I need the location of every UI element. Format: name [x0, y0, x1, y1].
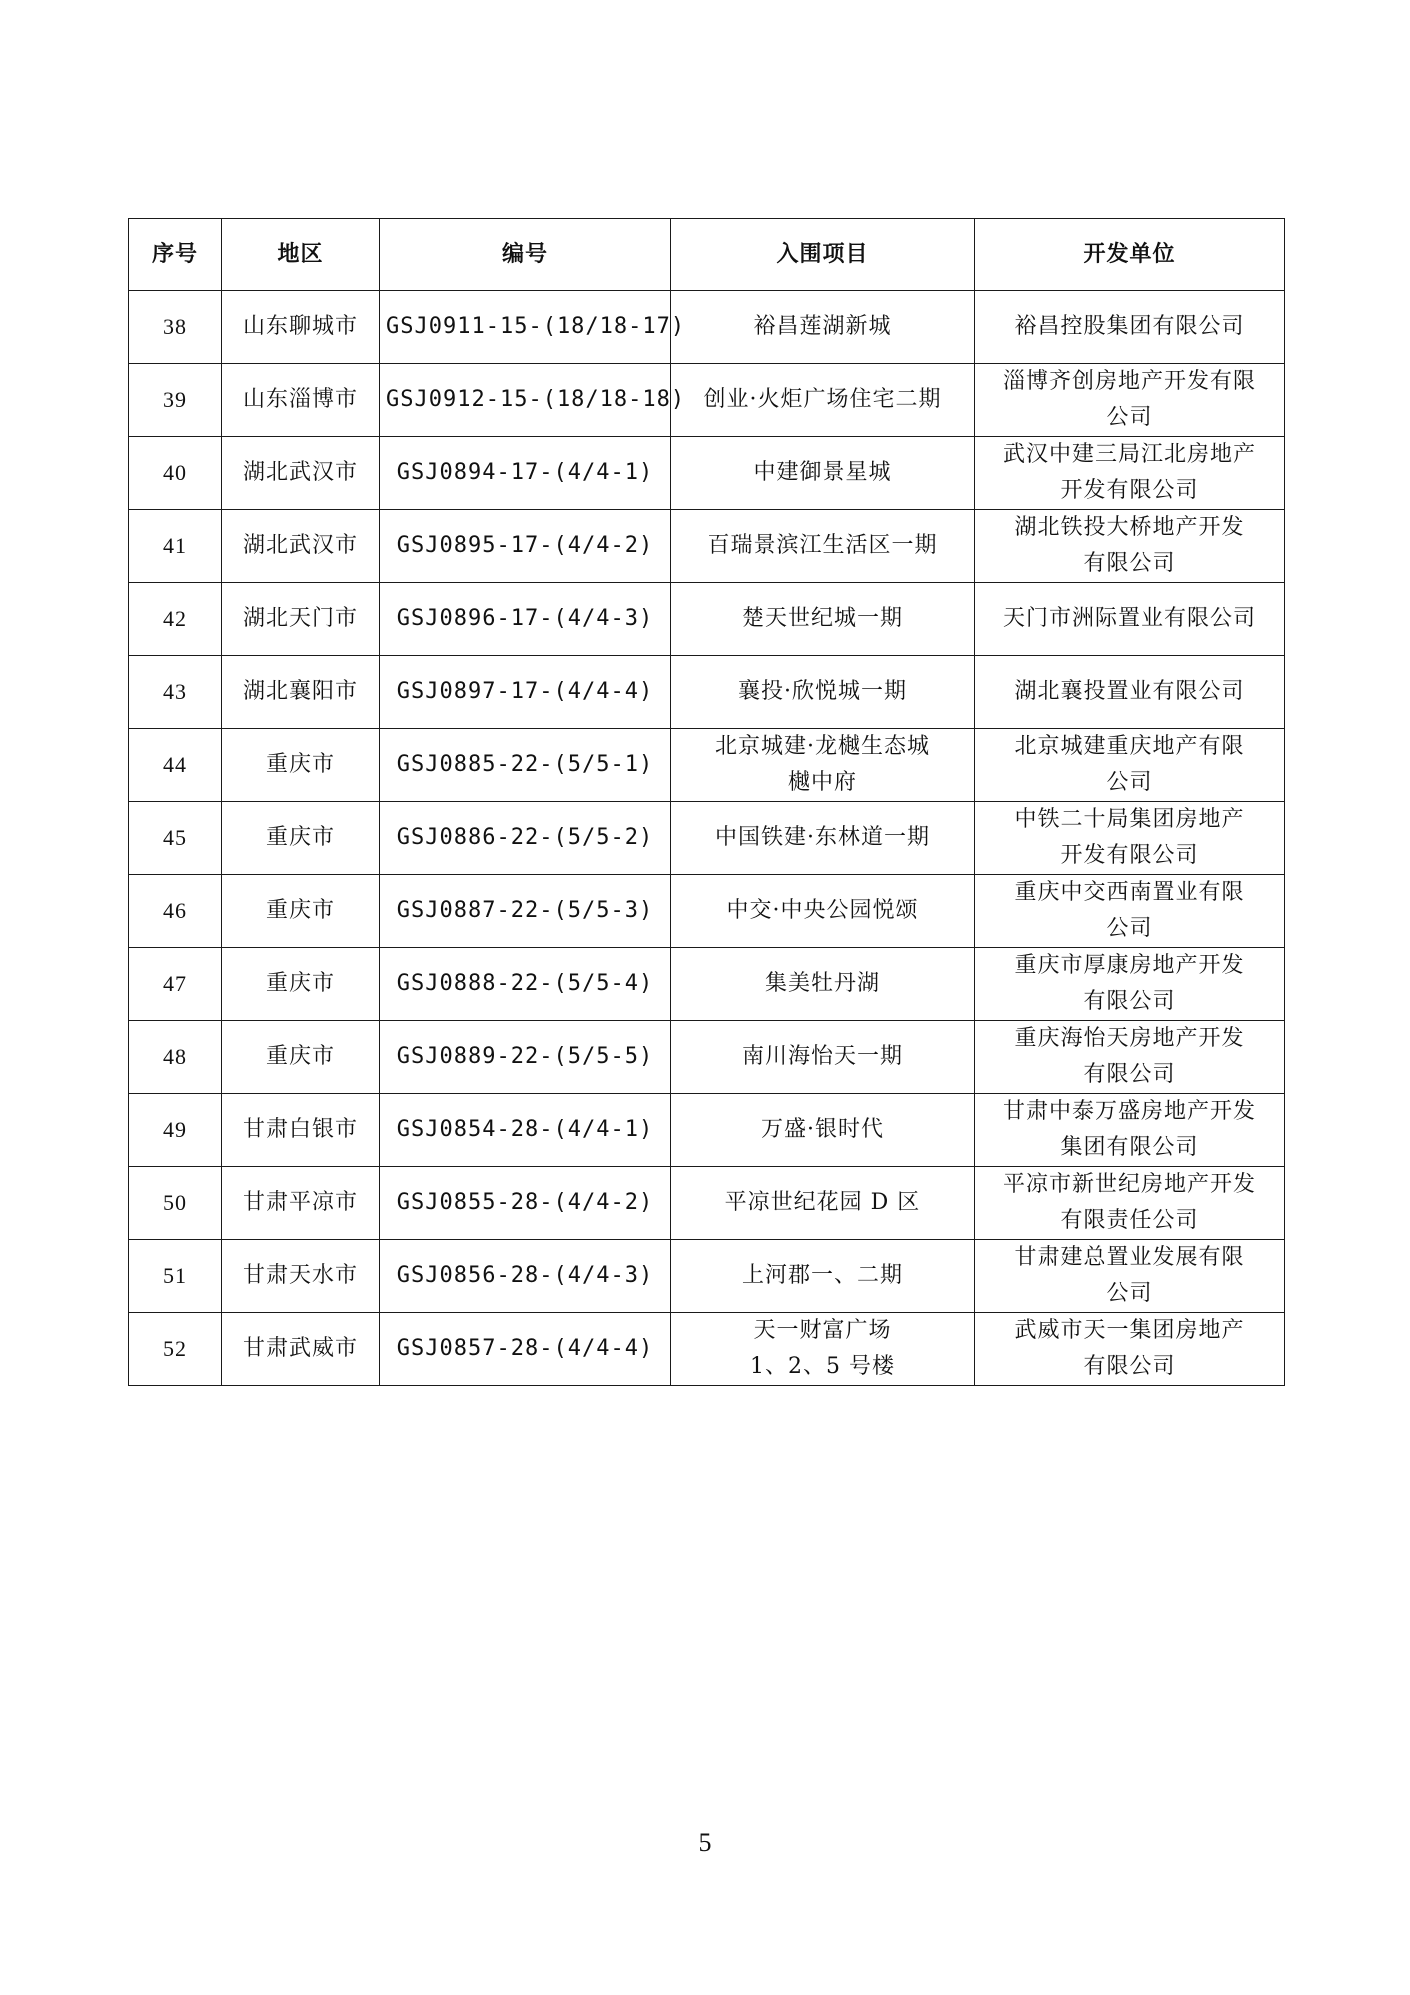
cell-project — [671, 1167, 975, 1240]
cell-region: 湖北武汉市 — [222, 510, 380, 583]
cell-serial: 38 — [129, 291, 222, 364]
cell-developer-line: 开发有限公司 — [1060, 478, 1199, 503]
cell-developer — [975, 1094, 1285, 1167]
cell-region: 甘肃天水市 — [222, 1240, 380, 1313]
cell-project-line: 中建御景星城 — [753, 460, 892, 485]
cell-region: 甘肃白银市 — [222, 1094, 380, 1167]
cell-project-line: 上河郡一、二期 — [741, 1263, 903, 1288]
cell-developer-line: 有限公司 — [1083, 1354, 1176, 1379]
cell-developer — [975, 802, 1285, 875]
table-row — [129, 364, 1285, 437]
cell-project-line: 百瑞景滨江生活区一期 — [707, 533, 938, 558]
cell-code: GSJ0888-22-(5/5-4) — [380, 948, 671, 1021]
shortlist-table — [128, 218, 1285, 1386]
cell-project-line: 樾中府 — [787, 770, 857, 795]
table-row — [129, 1094, 1285, 1167]
table-header — [129, 219, 1285, 291]
cell-developer-line: 有限公司 — [1083, 1062, 1176, 1087]
cell-serial: 43 — [129, 656, 222, 729]
cell-code: GSJ0896-17-(4/4-3) — [380, 583, 671, 656]
cell-developer — [975, 291, 1285, 364]
cell-serial: 44 — [129, 729, 222, 802]
header-region: 地区 — [222, 219, 380, 291]
cell-developer-line: 有限公司 — [1083, 551, 1176, 576]
cell-serial: 51 — [129, 1240, 222, 1313]
cell-developer — [975, 1167, 1285, 1240]
cell-developer — [975, 875, 1285, 948]
cell-developer — [975, 1313, 1285, 1386]
cell-project — [671, 656, 975, 729]
cell-code: GSJ0894-17-(4/4-1) — [380, 437, 671, 510]
cell-project — [671, 802, 975, 875]
cell-project-line: 北京城建·龙樾生态城 — [715, 734, 930, 759]
cell-developer-line: 甘肃建总置业发展有限 — [1014, 1245, 1245, 1270]
cell-code: GSJ0857-28-(4/4-4) — [380, 1313, 671, 1386]
cell-project-line: 裕昌莲湖新城 — [753, 314, 892, 339]
cell-developer-line: 淄博齐创房地产开发有限 — [1002, 369, 1256, 394]
cell-project-line: 中交·中央公园悦颂 — [726, 898, 919, 923]
cell-project — [671, 1021, 975, 1094]
cell-code: GSJ0885-22-(5/5-1) — [380, 729, 671, 802]
cell-project-line: 楚天世纪城一期 — [741, 606, 903, 631]
cell-serial: 45 — [129, 802, 222, 875]
cell-region: 湖北武汉市 — [222, 437, 380, 510]
cell-developer-line: 有限公司 — [1083, 989, 1176, 1014]
cell-serial: 50 — [129, 1167, 222, 1240]
cell-project — [671, 875, 975, 948]
table-row — [129, 1167, 1285, 1240]
cell-code: GSJ0856-28-(4/4-3) — [380, 1240, 671, 1313]
cell-region: 重庆市 — [222, 802, 380, 875]
cell-code: GSJ0912-15-(18/18-18) — [380, 364, 671, 437]
cell-developer-line: 集团有限公司 — [1060, 1135, 1199, 1160]
cell-region: 重庆市 — [222, 948, 380, 1021]
table-row — [129, 291, 1285, 364]
header-code: 编号 — [380, 219, 671, 291]
cell-serial: 48 — [129, 1021, 222, 1094]
cell-developer-line: 公司 — [1106, 916, 1153, 941]
cell-project-line: 1、2、5 号楼 — [750, 1354, 895, 1379]
cell-project — [671, 1094, 975, 1167]
cell-serial: 40 — [129, 437, 222, 510]
cell-developer-line: 武威市天一集团房地产 — [1014, 1318, 1245, 1343]
cell-developer — [975, 364, 1285, 437]
cell-project — [671, 948, 975, 1021]
table-body — [129, 291, 1285, 1386]
cell-developer-line: 平凉市新世纪房地产开发 — [1002, 1172, 1256, 1197]
cell-developer-line: 中铁二十局集团房地产 — [1014, 807, 1245, 832]
table-row — [129, 1313, 1285, 1386]
cell-project-line: 万盛·银时代 — [761, 1117, 884, 1142]
cell-region: 甘肃平凉市 — [222, 1167, 380, 1240]
cell-code: GSJ0886-22-(5/5-2) — [380, 802, 671, 875]
cell-developer-line: 裕昌控股集团有限公司 — [1014, 314, 1245, 339]
cell-project-line: 中国铁建·东林道一期 — [715, 825, 930, 850]
cell-developer-line: 重庆海怡天房地产开发 — [1014, 1026, 1245, 1051]
cell-project — [671, 510, 975, 583]
cell-serial: 41 — [129, 510, 222, 583]
header-developer: 开发单位 — [975, 219, 1285, 291]
cell-developer — [975, 948, 1285, 1021]
cell-project — [671, 583, 975, 656]
table-row — [129, 437, 1285, 510]
cell-developer — [975, 583, 1285, 656]
cell-project — [671, 1240, 975, 1313]
cell-serial: 49 — [129, 1094, 222, 1167]
cell-project-line: 天一财富广场 — [753, 1318, 892, 1343]
cell-serial: 47 — [129, 948, 222, 1021]
cell-code: GSJ0887-22-(5/5-3) — [380, 875, 671, 948]
table-row — [129, 656, 1285, 729]
cell-developer-line: 武汉中建三局江北房地产 — [1002, 442, 1256, 467]
page-number: 5 — [698, 1828, 712, 1857]
cell-project — [671, 729, 975, 802]
cell-developer-line: 甘肃中泰万盛房地产开发 — [1002, 1099, 1256, 1124]
cell-developer-line: 湖北铁投大桥地产开发 — [1014, 515, 1245, 540]
cell-project — [671, 1313, 975, 1386]
table-row — [129, 1240, 1285, 1313]
table-row — [129, 802, 1285, 875]
cell-region: 重庆市 — [222, 875, 380, 948]
cell-code: GSJ0854-28-(4/4-1) — [380, 1094, 671, 1167]
cell-project — [671, 437, 975, 510]
cell-developer-line: 公司 — [1106, 1281, 1153, 1306]
cell-developer — [975, 1240, 1285, 1313]
header-project: 入围项目 — [671, 219, 975, 291]
cell-serial: 52 — [129, 1313, 222, 1386]
header-row — [129, 219, 1285, 291]
cell-developer-line: 北京城建重庆地产有限 — [1014, 734, 1245, 759]
cell-code: GSJ0855-28-(4/4-2) — [380, 1167, 671, 1240]
cell-serial: 46 — [129, 875, 222, 948]
table-row — [129, 1021, 1285, 1094]
cell-region: 湖北襄阳市 — [222, 656, 380, 729]
cell-region: 重庆市 — [222, 729, 380, 802]
cell-developer-line: 湖北襄投置业有限公司 — [1014, 679, 1245, 704]
cell-developer-line: 天门市洲际置业有限公司 — [1002, 606, 1256, 631]
header-serial: 序号 — [129, 219, 222, 291]
cell-project-line: 创业·火炬广场住宅二期 — [703, 387, 942, 412]
cell-code: GSJ0897-17-(4/4-4) — [380, 656, 671, 729]
cell-project-line: 集美牡丹湖 — [764, 971, 880, 996]
table-row — [129, 729, 1285, 802]
cell-code: GSJ0889-22-(5/5-5) — [380, 1021, 671, 1094]
cell-developer — [975, 729, 1285, 802]
cell-region: 山东淄博市 — [222, 364, 380, 437]
cell-developer-line: 重庆中交西南置业有限 — [1014, 880, 1245, 905]
cell-developer — [975, 510, 1285, 583]
cell-region: 重庆市 — [222, 1021, 380, 1094]
cell-serial: 39 — [129, 364, 222, 437]
cell-serial: 42 — [129, 583, 222, 656]
cell-region: 甘肃武威市 — [222, 1313, 380, 1386]
cell-region: 山东聊城市 — [222, 291, 380, 364]
cell-code: GSJ0895-17-(4/4-2) — [380, 510, 671, 583]
table-row — [129, 583, 1285, 656]
cell-developer-line: 有限责任公司 — [1060, 1208, 1199, 1233]
cell-developer-line: 开发有限公司 — [1060, 843, 1199, 868]
cell-developer — [975, 656, 1285, 729]
cell-project-line: 平凉世纪花园 D 区 — [724, 1190, 921, 1215]
cell-region: 湖北天门市 — [222, 583, 380, 656]
cell-project — [671, 291, 975, 364]
cell-developer-line: 重庆市厚康房地产开发 — [1014, 953, 1245, 978]
cell-developer — [975, 1021, 1285, 1094]
cell-code: GSJ0911-15-(18/18-17) — [380, 291, 671, 364]
cell-developer-line: 公司 — [1106, 405, 1153, 430]
table-row — [129, 948, 1285, 1021]
cell-developer-line: 公司 — [1106, 770, 1153, 795]
cell-project-line: 南川海怡天一期 — [741, 1044, 903, 1069]
cell-developer — [975, 437, 1285, 510]
table-row — [129, 510, 1285, 583]
cell-project-line: 襄投·欣悦城一期 — [738, 679, 907, 704]
cell-project — [671, 364, 975, 437]
table-row — [129, 875, 1285, 948]
